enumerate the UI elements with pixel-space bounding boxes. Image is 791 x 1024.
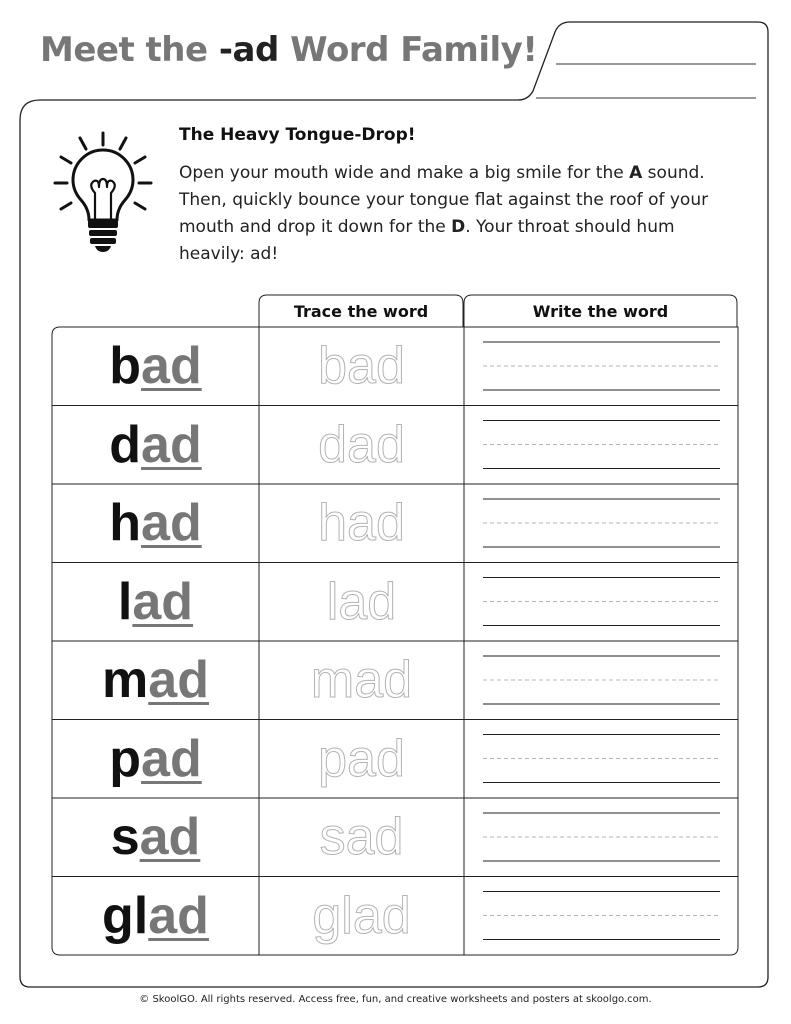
title-prefix: Meet the [40,30,219,70]
tip-heading: The Heavy Tongue-Drop! [179,125,416,145]
word-family-ending: ad [139,808,201,866]
word-label [52,720,259,798]
word-onset: l [117,572,133,631]
trace-column-header: Trace the word [293,302,429,321]
trace-word[interactable]: dad [318,415,405,474]
word-row [52,720,738,798]
word-onset: m [102,651,149,709]
word-onset: gl [102,886,149,945]
word-label [52,641,259,719]
word-row [52,327,738,405]
trace-word[interactable]: mad [310,651,413,709]
word-row [52,641,738,719]
title-highlight: -ad [218,30,279,70]
word-family-ending: ad [148,886,209,945]
word-label [52,877,259,955]
word-onset: h [109,494,142,552]
trace-word[interactable]: bad [318,337,405,395]
page-title [40,30,537,70]
word-family-ending: ad [141,415,202,474]
tip-text: sound. Then, quickly bounce your tongue flat against the roof of your mouth and drop it down for the [179,163,709,237]
word-row [52,484,738,562]
lightbulb-icon [48,125,158,255]
title-suffix: Word Family! [278,30,538,70]
tip-text: Open your mouth wide and make a big smile for the [179,163,630,183]
word-label [52,563,259,641]
word-family-ending: ad [148,651,209,709]
word-label [52,327,259,405]
write-column-header: Write the word [532,302,669,321]
word-onset: s [110,808,140,866]
word-row [52,798,738,876]
word-family-ending: ad [132,572,194,631]
trace-word[interactable]: had [318,494,405,552]
word-family-ending: ad [141,729,202,788]
word-label [52,798,259,876]
word-row [52,877,738,955]
word-family-ending: ad [141,494,202,552]
word-row [52,406,738,484]
word-onset: b [109,337,142,395]
trace-word[interactable]: glad [312,886,411,945]
trace-word[interactable]: pad [318,729,405,788]
word-row [52,563,738,641]
trace-word[interactable]: sad [319,808,404,866]
word-onset: d [109,415,142,474]
copyright-footer: © SkoolGO. All rights reserved. Access free, fun, and creative worksheets and posters at skoolgo.com. [139,994,652,1005]
word-label [52,406,259,484]
tip-text: . Your throat should hum heavily: ad! [179,217,675,264]
tip-instructions [179,160,739,268]
word-label [52,484,259,562]
tip-bold-letter: D [451,217,466,237]
word-family-ending: ad [141,337,202,395]
trace-word[interactable]: lad [326,572,397,631]
word-onset: p [109,729,142,788]
tip-bold-letter: A [629,163,643,183]
